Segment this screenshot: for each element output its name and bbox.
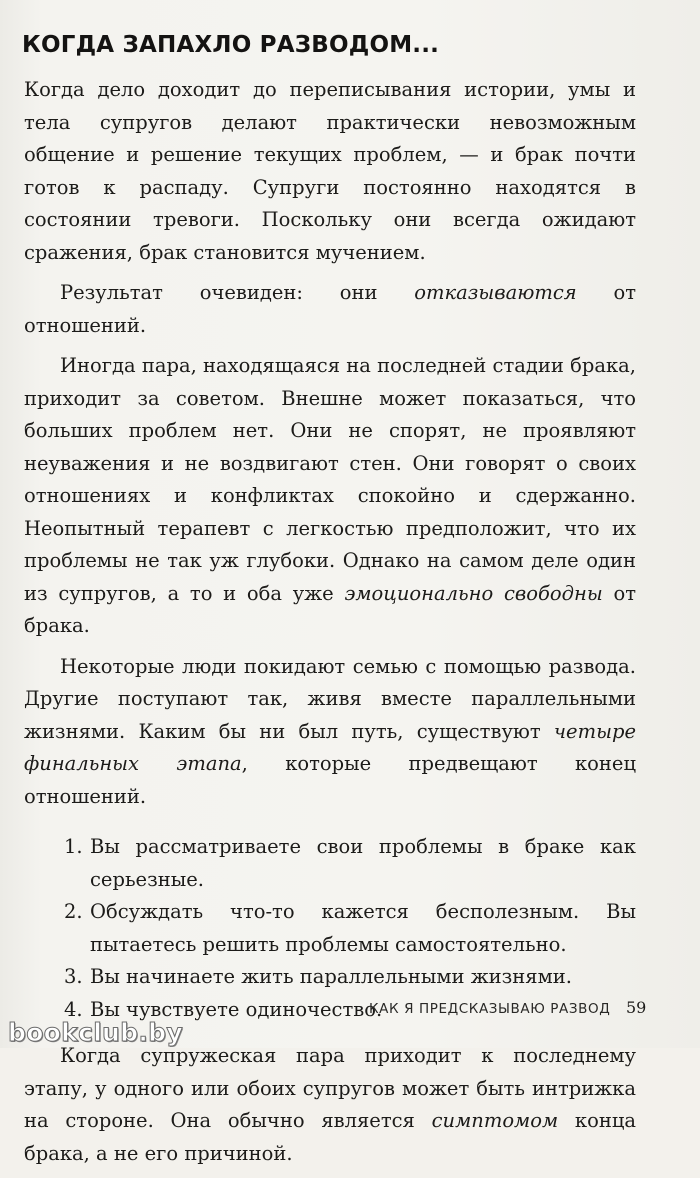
list-item-text: Вы рассматриваете свои проблемы в браке как серьезные. xyxy=(90,835,636,891)
paragraph-3-emphasis: эмоционально свободны xyxy=(344,581,603,605)
paragraph-5-text-end: конца брака, а не его причиной. xyxy=(24,1109,636,1165)
paragraph-3-text-start: Иногда пара, находящаяся на последней стадии брака, приходит за советом. Внешне может показаться, что больших проблем нет. Они не спорят, не проявляют неуважения и не воздвигают стен. Они говорят о своих отношениях и конфликтах спокойно и сдержанно. Неопытный терапевт с легкостью предположит, что их проблемы не так уж глубоки. Однако на самом деле один из супругов, а то и оба уже xyxy=(24,354,636,605)
list-item xyxy=(64,831,636,896)
paragraph-2 xyxy=(24,277,636,342)
final-stages-list xyxy=(24,831,636,1026)
list-item-text: Обсуждать что-то кажется бесполезным. Вы пытаетесь решить проблемы самостоятельно. xyxy=(90,900,636,956)
list-item-text: Вы чувствуете одиночество. xyxy=(90,997,383,1021)
list-item-text: Вы начинаете жить параллельными жизнями. xyxy=(90,965,572,988)
running-title: КАК Я ПРЕДСКАЗЫВАЮ РАЗВОД xyxy=(369,1001,611,1017)
paragraph-2-emphasis: отказываются xyxy=(414,281,577,304)
paragraph-4-text-start: Некоторые люди покидают семью с помощью развода. Другие поступают так, живя вместе параллельными жизнями. Каким бы ни был путь, существуют xyxy=(24,654,636,743)
paragraph-4-emphasis: четыре финальных этапа xyxy=(24,719,636,775)
paragraph-3 xyxy=(24,350,636,643)
list-item-number: 3. xyxy=(64,965,83,988)
paragraph-1: Когда дело доходит до переписывания истории, умы и тела супругов делают практически невозможным общение и решение текущих проблем, — и брак почти готов к распаду. Супруги постоянно находятся в состоянии тревоги. Поскольку они всегда ожидают сражения, брак становится мучением. xyxy=(24,78,636,264)
list-item-number: 2. xyxy=(64,900,83,923)
paragraph-3-text-end: от брака. xyxy=(24,581,636,637)
list-item-number: 1. xyxy=(64,835,83,858)
paragraph-5 xyxy=(24,1040,636,1170)
paragraph-4-text-end: , которые предвещают конец отношений. xyxy=(24,752,636,808)
paragraph-4 xyxy=(24,651,636,814)
list-item-number: 4. xyxy=(64,997,83,1021)
page-number: 59 xyxy=(626,998,647,1017)
paragraph-2-text-start: Результат очевиден: они xyxy=(60,281,415,304)
list-item xyxy=(64,961,636,994)
section-heading: КОГДА ЗАПАХЛО РАЗВОДОМ... xyxy=(22,32,440,58)
paragraph-5-text-start: Когда супружеская пара приходит к последнему этапу, у одного или обоих супругов может быть интрижка на стороне. Она обычно является xyxy=(24,1044,636,1132)
list-item xyxy=(64,896,636,961)
watermark-logo: bookclub.by xyxy=(8,1018,183,1047)
paragraph-5-emphasis: симптомом xyxy=(431,1109,559,1132)
paragraph-2-text-end: от отношений. xyxy=(24,281,636,337)
